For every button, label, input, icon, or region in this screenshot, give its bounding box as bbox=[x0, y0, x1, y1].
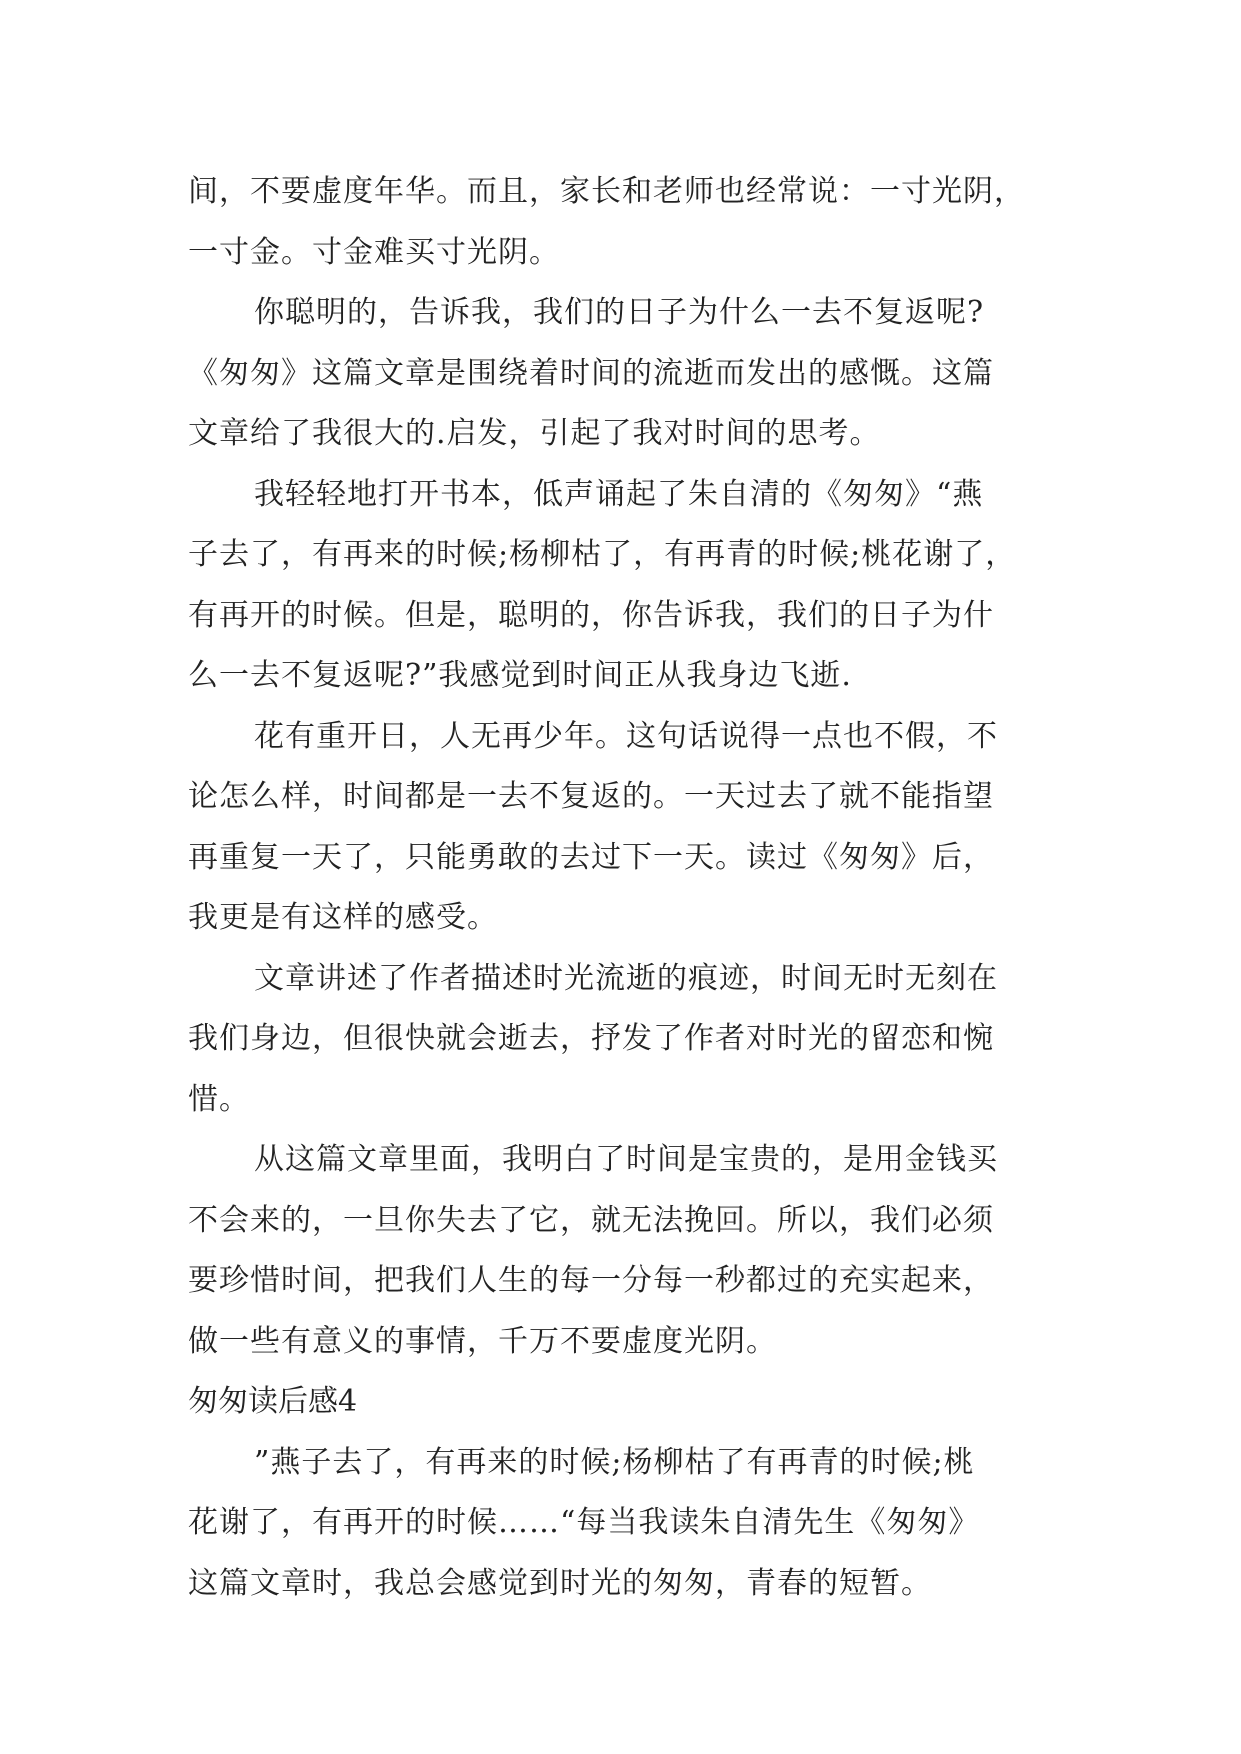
text-line-8: 有再开的时候。但是，聪明的，你告诉我，我们的日子为什 bbox=[188, 597, 994, 633]
text-line-13: 我更是有这样的感受。 bbox=[188, 900, 498, 935]
text-line-19: 要珍惜时间，把我们人生的每一分每一秒都过的充实起来， bbox=[188, 1263, 994, 1298]
text-line-4: 《匆匆》这篇文章是围绕着时间的流逝而发出的感慨。这篇 bbox=[188, 355, 994, 391]
text-line-16: 惜。 bbox=[188, 1081, 250, 1117]
text-line-5: 文章给了我很大的.启发，引起了我对时间的思考。 bbox=[188, 416, 881, 451]
text-line-14: 文章讲述了作者描述时光流逝的痕迹，时间无时无刻在 bbox=[254, 960, 998, 996]
text-line-24: 这篇文章时，我总会感觉到时光的匆匆，青春的短暂。 bbox=[188, 1565, 932, 1601]
text-line-22: ”燕子去了，有再来的时候;杨柳枯了有再青的时候;桃 bbox=[254, 1444, 975, 1480]
text-line-11: 论怎么样，时间都是一去不复返的。一天过去了就不能指望 bbox=[188, 779, 994, 814]
text-line-12: 再重复一天了，只能勇敢的去过下一天。读过《匆匆》后， bbox=[188, 839, 994, 875]
text-line-6: 我轻轻地打开书本，低声诵起了朱自清的《匆匆》“燕 bbox=[254, 476, 984, 512]
text-line-20: 做一些有意义的事情，千万不要虚度光阴。 bbox=[188, 1323, 777, 1359]
text-line-18: 不会来的，一旦你失去了它，就无法挽回。所以，我们必须 bbox=[188, 1202, 994, 1238]
text-line-3: 你聪明的，告诉我，我们的日子为什么一去不复返呢? bbox=[254, 295, 985, 330]
text-line-9: 么一去不复返呢?”我感觉到时间正从我身边飞逝. bbox=[188, 658, 852, 693]
text-line-23: 花谢了，有再开的时候……“每当我读朱自清先生《匆匆》 bbox=[188, 1505, 980, 1540]
text-line-1: 间，不要虚度年华。而且，家长和老师也经常说：一寸光阴， bbox=[188, 174, 1025, 209]
section-heading: 匆匆读后感4 bbox=[188, 1384, 358, 1419]
text-line-17: 从这篇文章里面，我明白了时间是宝贵的，是用金钱买 bbox=[254, 1142, 998, 1177]
text-line-7: 子去了，有再来的时候;杨柳枯了，有再青的时候;桃花谢了， bbox=[188, 537, 1017, 572]
text-line-2: 一寸金。寸金难买寸光阴。 bbox=[188, 234, 560, 270]
text-line-10: 花有重开日，人无再少年。这句话说得一点也不假，不 bbox=[254, 718, 998, 754]
text-line-15: 我们身边，但很快就会逝去，抒发了作者对时光的留恋和惋 bbox=[188, 1021, 994, 1056]
document-body bbox=[188, 162, 1058, 1614]
